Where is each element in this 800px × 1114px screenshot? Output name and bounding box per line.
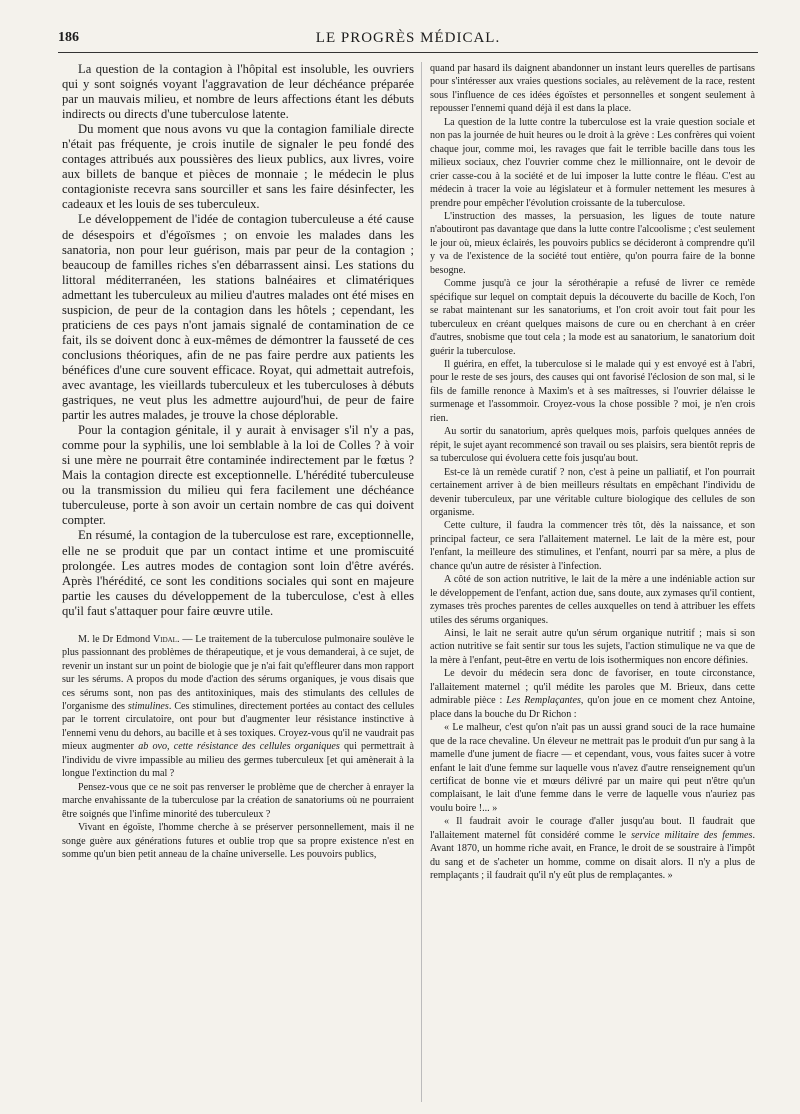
text-run: . Ces stimulines, directement portées au contact des cellules par le torrent circulatoire, ont pour but d'augmenter leur résistance instinctive à l'ennemi venu du dehors, au bacille et à ses toxiques. Croyez-vous qu'il ne vaudrait pas mieux augmenter [62, 701, 414, 753]
paragraph: La question de la contagion à l'hôpital est insoluble, les ouvriers qui y sont soignés voyant l'aggravation de leur déchéance préparée par un mauvais milieu, et nombre de leurs affections étant les débuts indirects ou directs d'une tuberculose latente. [62, 62, 414, 122]
paragraph: Est-ce là un remède curatif ? non, c'est à peine un palliatif, et l'on pourrait certainement arriver à de bien meilleurs résultats en empêchant l'individu de devenir tuberculeux, par une véritable culture biologique des cellules de son organisme. [430, 466, 755, 518]
speaker-intro: M. le Dr Edmond [78, 633, 153, 645]
paragraph: Cette culture, il faudra la commencer très tôt, dès la naissance, et son principal facteur, ce sera l'allaitement maternel. Le lait de la mère est, pour l'enfant, la meilleure des stimulines, et l'enfant, nourri par sa mère, a plus de chance qu'un autre de résister à l'infection. [430, 520, 755, 572]
vidal-paragraph [62, 633, 414, 781]
right-column [430, 62, 755, 883]
journal-title: LE PROGRÈS MÉDICAL. [315, 30, 501, 46]
paragraph: Le développement de l'idée de contagion tuberculeuse a été cause de désespoirs et d'égoïsmes ; on envoie les malades dans les sanatoria, non pour leur guérison, mais par peur de la contagion ; beaucoup de familles riches s'en débarrassent ainsi. Les stations du littoral méditerranéen, les stations balnéaires et climatériques admettant les tuberculeux au milieu d'autres malades ont été mises en suspicion, de peur de la contagion dans les hôtels ; cependant, les praticiens de ces pays n'ont jamais signalé de contamination de ce fait, ils se doivent donc à eux-mêmes de démontrer la fausseté de ces conclusions théoriques, afin de ne pas faire perdre aux patients les bénéfices d'une cure souvent efficace. Royat, qui admettait autrefois, avec avantage, les vieillards tuberculeux et les tuberculoses à débuts gastriques, ne veut plus les admettre aujourd'hui, de peur de faire partir les autres malades, je trouve la chose déplorable. [62, 212, 414, 423]
quotation: « Le malheur, c'est qu'on n'ait pas un aussi grand souci de la race humaine que de la race chevaline. Un éleveur ne mettrait pas le produit d'un pur sang à la mamelle d'une jument de fiacre — et cependant, vous, vous faites sucer à votre enfant le lait d'une femme sur laquelle vous n'avez d'autre renseignement qu'un certificat de bonne vie et mœurs délivré par un maire qui peut n'être qu'un complaisant, le lait d'une femme dans le verre de laquelle vous n'auriez pas voulu boire !... » [430, 722, 755, 814]
large-text-section [62, 62, 414, 619]
page-number: 186 [58, 30, 79, 45]
page-header [58, 30, 758, 53]
paragraph: L'instruction des masses, la persuasion, les ligues de toute nature n'aboutiront pas davantage que dans la lutte contre l'alcoolisme ; c'est seulement le jour où, mieux éclairés, les pouvoirs publics se décideront à comprendre qu'il y va de l'existence de la société tout entière, qu'on pourra faire de la bonne besogne. [430, 210, 755, 276]
brieux-paragraph [430, 667, 755, 721]
paragraph: Ainsi, le lait ne serait autre qu'un sérum organique nutritif ; mais si son action nutritive se fait sentir sur tous les sujets, l'action stimulique ne va que de la mère à l'enfant, peut-être en vertu de lois isothermiques non encore définies. [430, 628, 755, 666]
discussion-section [62, 633, 414, 862]
paragraph: La question de la lutte contre la tuberculose est la vraie question sociale et non pas la journée de huit heures ou le droit à la grève : Les confrères qui voient chaque jour, comme moi, les ravages que fait le terrible bacille dans tous les milieux sociaux, chez l'ouvrier comme chez le millionnaire, ont le devoir de crier casse-cou à la société et de lui imposer la lutte contre le fléau. C'est au médecin à tracer la voie au législateur et à formuler nettement les mesures à prendre pour empêcher l'évolution croissante de la tuberculose. [430, 116, 755, 209]
paragraph: Il guérira, en effet, la tuberculose si le malade qui y est envoyé est à l'abri, pour le reste de ses jours, des causes qui ont favorisé l'éclosion de son mal, si le fils de famille renonce à Maxim's et à ses maîtresses, si l'ouvrier délaisse le surmenage et l'assommoir. Croyez-vous la chose possible ? moi, je n'en crois rien. [430, 358, 755, 424]
text-run: , qu'on joue en ce moment chez Antoine, place dans la bouche du Dr Richon : [430, 695, 755, 720]
text-run: . Avant 1870, un homme riche avait, en France, le droit de se soustraire à l'impôt du sang et de s'acheter un homme, comme on disait alors. Il n'y a plus de remplaçants ; il faudrait qu'il n'y eût plus de remplaçantes. » [430, 829, 755, 882]
left-column [62, 62, 414, 861]
text-run: « Il faudrait avoir le courage d'aller jusqu'au bout. Il faudrait que l'allaitement maternel fût considéré comme le [430, 816, 755, 841]
text-run: Le devoir du médecin sera donc de favoriser, en toute circonstance, l'allaitement maternel ; qu'il médite les paroles que M. Brieux, dans cette admirable pièce : [430, 668, 755, 707]
play-title: Les Remplaçantes [506, 695, 581, 707]
paragraph: En résumé, la contagion de la tuberculose est rare, exceptionnelle, elle ne se produit que par un contact intime et une promiscuité prolongée. Les autres modes de contagion sont loin d'être avérés. Après l'hérédité, ce sont les conditions sociales qui sont en majeure partie les causes du développement de la tuberculose, c'est à elles qu'il faut s'attaquer pour faire œuvre utile. [62, 528, 414, 618]
text-run: . — Le traitement de la tuberculose pulmonaire soulève le plus passionnant des problèmes de thérapeutique, et je vous demanderai, à ce sujet, de revenir un instant sur un point de biologie que je n'ai fait qu'effleurer dans mon rapport sur les sérums. A propos du mode d'action des sérums organiques, je vous disais que ces sérums sont, non pas des antitoxiniques, mais des stimulants des cellules de l'organisme des [62, 633, 414, 712]
paragraph: Du moment que nous avons vu que la contagion familiale directe n'était pas fréquente, je crois inutile de signaler le peu fondé des contages attribués aux poussières des lieux publics, aux livres, voire aux billets de banque et pièces de monnaie ; le médecin le plus contagioniste recevra sans sourciller et sans les faire désinfecter, les cadeaux et les louis de ses tuberculeux. [62, 122, 414, 212]
paragraph: quand par hasard ils daignent abandonner un instant leurs querelles de partisans pour s'intéresser aux vraies questions sociales, au relèvement de la race, restent sous l'influence de ces idées égoïstes et personnelles et songent seulement à repousser l'ennemi quand déjà il est dans la place. [430, 63, 755, 115]
text-run: qui permettrait à l'individu de vivre impassible au milieu des germes tuberculeux [et qui amènerait à la longue l'extinction du mal ? [62, 741, 415, 780]
paragraph: Pour la contagion génitale, il y aurait à envisager s'il n'y a pas, comme pour la syphilis, une loi semblable à la loi de Colles ? à voir si une mère ne pourrait être contaminée indirectement par le fœtus ? Mais la contagion directe est exceptionnelle. L'hérédité tuberculeuse ou la transmission du milieu qui fera facilement une déchéance tuberculeuse, porte à son avoir un certain nombre de cas qui doivent compter. [62, 423, 414, 528]
paragraph: Au sortir du sanatorium, après quelques mois, parfois quelques années de répit, le sujet ayant recommencé son travail ou ses plaisirs, sera bientôt repris de sa tuberculose qui évoluera cette fois jusqu'au bout. [430, 426, 755, 465]
paragraph: Vivant en égoïste, l'homme cherche à se préserver personnellement, mais il ne songe guère aux générations futures et oublie trop que sa propre existence n'est en somme qu'un bien petit anneau de la chaîne universelle. Les pouvoirs publics, [62, 822, 414, 860]
speaker-name: Vidal [152, 633, 177, 645]
italic-term: stimulines [127, 701, 169, 712]
column-divider [421, 62, 422, 1102]
italic-phrase: ab ovo, cette résistance des cellules organiques [138, 741, 340, 753]
paragraph: A côté de son action nutritive, le lait de la mère a une indéniable action sur le développement de l'enfant, action due, sans doute, aux zymases qu'il contient, zymases très proches parentes de celles auxquelles on tend à attribuer les effets utiles des sérums organiques. [430, 574, 755, 626]
paragraph: Pensez-vous que ce ne soit pas renverser le problème que de chercher à enrayer la marche envahissante de la tuberculose par la création de sanatoriums où ne pourraient être soignés que l'infime minorité des tuberculeux ? [62, 781, 414, 820]
italic-phrase: service militaire des femmes [631, 829, 753, 841]
paragraph: Comme jusqu'à ce jour la sérothérapie a refusé de livrer ce remède spécifique sur lequel on comptait depuis la découverte du bacille de Koch, l'on se rabat maintenant sur les sanatoriums, et l'on croit avoir tout fait pour les tuberculeux en créant quelques maisons de cure ou en cherchant à en créer d'autres, snobisme que tout cela ; la mode est au sanatorium, le sanatorium doit guérir la tuberculose. [430, 278, 755, 357]
quotation [430, 815, 755, 882]
